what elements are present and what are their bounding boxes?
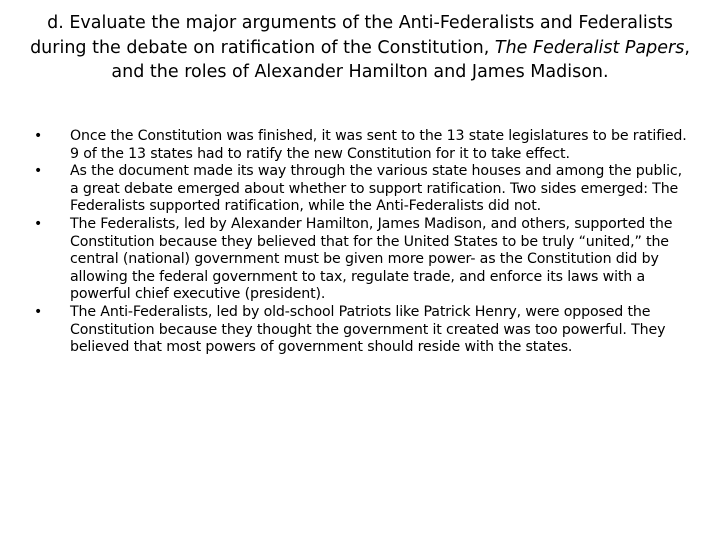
bullet-text: Once the Constitution was finished, it was sent to the 13 state legislatures to be ratified. 9 of the 13 states had to ratify the new Constitution for it to take effect.: [70, 128, 687, 162]
slide-title-part-1: d. Evaluate the major arguments of the Anti-Federalists and Federalists during the debate on ratification of the Constitution,: [30, 13, 673, 58]
slide-title: [28, 11, 692, 85]
bullet-marker: •: [34, 303, 43, 320]
bullet-marker: •: [34, 215, 43, 232]
bullet-item-anti-federalists: [34, 304, 694, 357]
bullet-text: The Anti-Federalists, led by old-school Patriots like Patrick Henry, were opposed the Constitution because they thought the government it created was too powerful. They believed that most powers of government should reside with the states.: [70, 303, 666, 356]
bullet-item-great-debate: [34, 163, 694, 216]
bullet-text: The Federalists, led by Alexander Hamilton, James Madison, and others, supported the Constitution because they believed that for the United States to be truly “united,” the central (national) government must be given more power- as the Constitution did by allowing the federal government to tax, regulate trade, and enforce its laws with a powerful chief executive (president).: [70, 215, 673, 303]
bullet-text: As the document made its way through the various state houses and among the public, a great debate emerged about whether to support ratification. Two sides emerged: The Federalists supported ratification, while the Anti-Federalists did not.: [70, 163, 682, 215]
bullet-item-ratification-process: [34, 128, 694, 163]
bullet-marker: •: [34, 163, 43, 180]
bullet-item-federalists: [34, 216, 694, 304]
slide-title-part-2: , and the roles of Alexander Hamilton and James Madison.: [111, 37, 690, 82]
slide-title-italic: The Federalist Papers: [494, 37, 685, 58]
bullet-list: [34, 128, 694, 357]
bullet-marker: •: [34, 128, 43, 144]
